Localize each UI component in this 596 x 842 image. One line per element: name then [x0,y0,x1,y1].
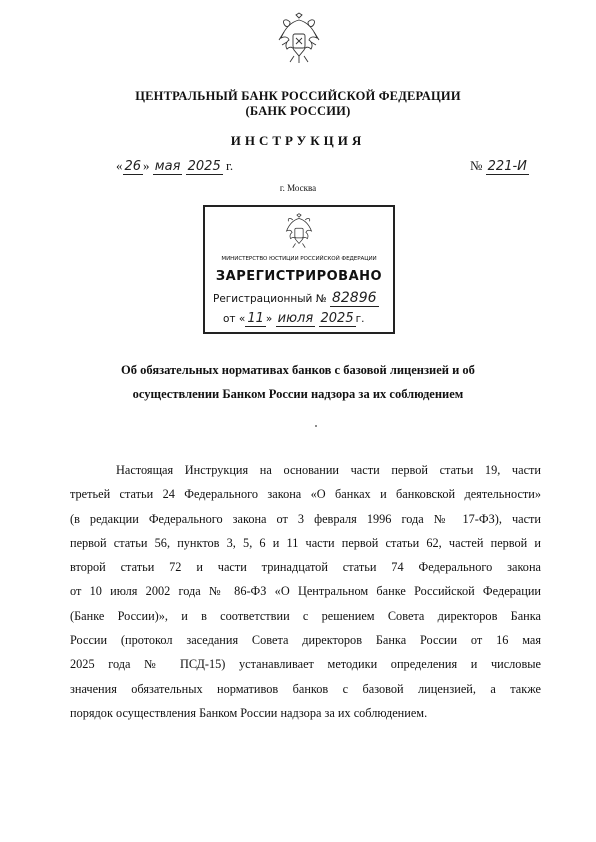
stamp-registered: ЗАРЕГИСТРИРОВАНО [215,269,383,284]
stamp-date-year: 2025 [320,311,354,326]
body-line: первой статьи 56, пунктов 3, 5, 6 и 11 части первой статьи 62, частей первой и [70,535,541,550]
city: г. Москва [279,183,317,193]
stamp-reg-label: Регистрационный № [213,293,327,305]
stamp-ministry: МИНИСТЕРСТВО ЮСТИЦИИ РОССИЙСКОЙ ФЕДЕРАЦИИ [221,256,377,262]
stamp-date-line: от « 11 » июля 2025 г. [223,311,365,326]
document-title-line1: Об обязательных нормативах банков с базовой лицензией и об [121,363,475,377]
number-prefix: № [470,158,483,173]
body-line: от 10 июля 2002 года № 86-ФЗ «О Центральном банке Российской Федерации [70,584,541,599]
body-line: значения обязательных нормативов банков с базовой лицензией, а также [70,681,541,696]
body-line: 2025 года № ПСД-15) устанавливает методики определения и числовые [70,657,541,672]
body-line: второй статьи 72 и части тринадцатой статьи 74 Федерального закона [70,560,541,575]
body-line: (в редакции Федерального закона от 3 февраля 1996 года № 17-ФЗ), части [70,511,541,526]
document-date: « 26 » мая 2025 г. [116,158,234,174]
stamp-date-prefix: от [223,313,236,325]
scan-dot [315,425,317,427]
stamp-date-month: июля [277,311,314,326]
stamp-reg-number-line [213,290,379,306]
state-emblem-icon [276,12,322,64]
document-type: ИНСТРУКЦИЯ [230,133,366,148]
date-month: мая [154,159,181,174]
date-year: 2025 [187,159,221,174]
date-suffix: г. [225,158,234,173]
org-name-line2: (БАНК РОССИИ) [245,104,351,118]
date-day: 26 [124,159,142,174]
stamp-date-suffix: г. [355,313,365,325]
stamp-emblem-icon [283,213,315,249]
body-line: Настоящая Инструкция на основании части первой статьи 19, части [116,463,541,477]
body-line: третьей статьи 24 Федерального закона «О банках и банковской деятельности» [70,487,541,502]
body-paragraph [70,458,541,725]
number-value: 221-И [487,159,527,174]
body-line: России (протокол заседания Совета директоров Банка России от 16 мая [70,633,541,648]
body-line: (Банке России)», и в соответствии с решением Совета директоров Банка [70,608,541,623]
document-title-line2: осуществлении Банком России надзора за их соблюдением [132,387,464,401]
stamp-date-day: 11 [247,311,264,326]
org-name-line1: ЦЕНТРАЛЬНЫЙ БАНК РОССИЙСКОЙ ФЕДЕРАЦИИ [135,89,461,103]
stamp-reg-number: 82896 [331,290,377,306]
document-number [470,158,529,174]
registration-stamp [203,205,395,334]
body-line: порядок осуществления Банком России надзора за их соблюдением. [70,705,428,720]
